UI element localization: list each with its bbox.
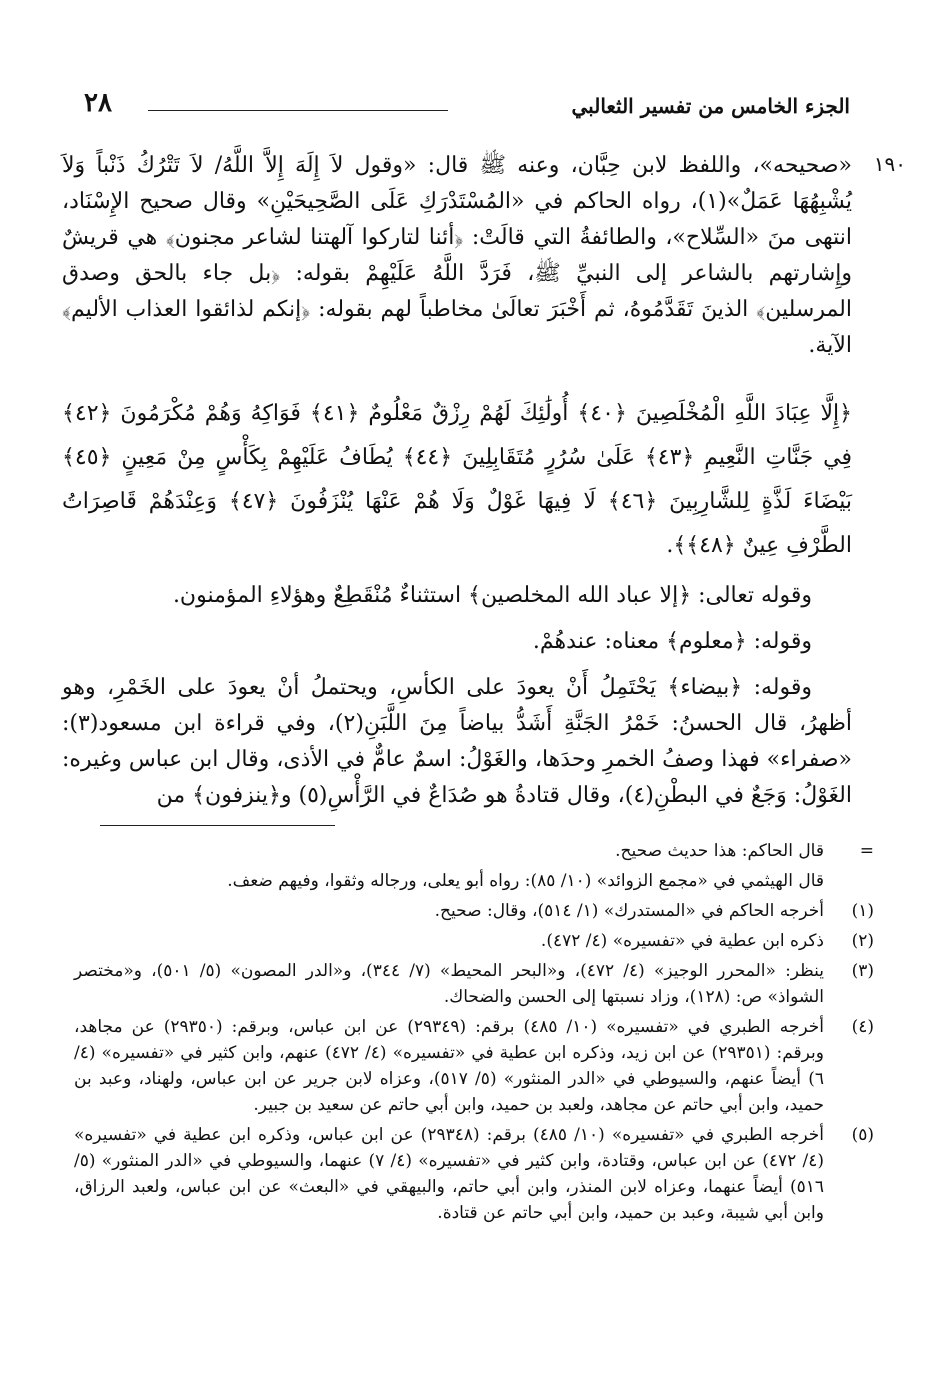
footnote-mark: (٣) — [851, 961, 874, 981]
running-title: الجزء الخامس من تفسير الثعالبي — [571, 94, 850, 118]
footnote-mark: (١) — [851, 901, 874, 921]
commentary-paragraph: وقوله تعالى: ﴿إلا عباد الله المخلصين﴾ استثناءٌ مُنْقَطِعٌ وهؤلاءِ المؤمنون. — [172, 583, 812, 608]
footnote-3 — [74, 958, 874, 1010]
footnote-mark: = — [859, 841, 874, 861]
main-paragraph: «صحيحه»، واللفظ لابن حِبَّان، وعنه ﷺ قال: «وقول لاَ إِلَهَ إِلاَّ اللَّهُ/ لاَ تَتْرُكُ ذَنْباً وَلاَ يُشْبِهُهَا عَمَلٌ»(١)، رواه الحاكم في «المُسْتَدْرَكِ عَلَى الصَّحِيحَيْنِ» وقال صحيح الإِسْنَاد، انتهى منَ «السِّلاح»، والطائفةُ التي قالَتْ: ﴿أئنا لتاركوا آلهتنا لشاعر مجنون﴾ هي قريشٌ وإِشارتهم بالشاعر إلى النبيِّ ﷺ، فَرَدَّ اللَّهُ عَلَيْهِمْ بقوله: ﴿بل جاء بالحق وصدق المرسلين﴾ الذينَ تَقَدَّمُوهُ، ثم أَخْبَرَ تعالَىٰ مخاطباً لهم بقوله: ﴿إنكم لذائقوا العذاب الأليم﴾ الآية. — [62, 153, 852, 358]
main-text — [62, 148, 852, 374]
footnote-4 — [74, 1014, 874, 1118]
footnote-text: ذكره ابن عطية في «تفسيره» (٤/ ٤٧٢). — [540, 931, 824, 951]
footnote-continuation — [74, 868, 874, 894]
footnote-text: ينظر: «المحرر الوجيز» (٤/ ٤٧٢)، و«البحر المحيط» (٧/ ٣٤٤)، و«الدر المصون» (٥/ ٥٠١)، و«مختصر الشواذ» ص: (١٢٨)، وزاد نسبتها إلى الحسن والضحاك. — [74, 961, 824, 1007]
page-header — [70, 88, 890, 128]
commentary-paragraph: وقوله: ﴿بيضاء﴾ يَحْتَمِلُ أَنْ يعودَ على الكأسِ، ويحتملُ أنْ يعودَ على الخَمْرِ، وهو أظهرُ، قال الحسنُ: خَمْرُ الجَنَّةِ أَشَدُّ بياضاً مِنَ اللَّبَنِ(٢)، وفي قراءة ابن مسعود(٣): «صفراء» فهذا وصفُ الخمرِ وحدَها، والغَوْلُ: اسمٌ عامٌّ في الأذى، وقال ابن عباس وغيره: الغَوْلُ: وَجَعٌ في البطْنِ(٤)، وقال قتادةُ هو صُدَاعٌ في الرَّأْسِ(٥) و﴿ينزفون﴾ من — [62, 675, 853, 808]
commentary-paragraph: وقوله: ﴿معلوم﴾ معناه: عندهُمْ. — [532, 629, 812, 654]
footnote-rule — [100, 825, 335, 826]
footnote-text: أخرجه الطبري في «تفسيره» (١٠/ ٤٨٥) برقم: (٢٩٣٤٨) عن ابن عباس، وذكره ابن عطية في «تفسيره» (٤/ ٤٧٢) عن ابن عباس، وقتادة، وابن كثير في «تفسيره» (٤/ ٧) عنهما، والسيوطي في «الدر المنثور» (٥/ ٥١٦) أيضاً عنهما، وعزاه لابن المنذر، وابن أبي حاتم، والبيهقي في «البعث» عن ابن عباس، ولعبد الرزاق، وابن أبي شيبة، وعبد بن حميد، وابن أبي حاتم عن قتادة. — [74, 1125, 825, 1223]
header-rule — [148, 110, 448, 111]
quran-block: ﴿إِلَّا عِبَادَ اللَّهِ الْمُخْلَصِينَ ﴿٤٠﴾ أُولَٰئِكَ لَهُمْ رِزْقٌ مَعْلُومٌ ﴿٤١﴾ فَوَاكِهُ وَهُمْ مُكْرَمُونَ ﴿٤٢﴾ فِي جَنَّاتِ النَّعِيمِ ﴿٤٣﴾ عَلَىٰ سُرُرٍ مُتَقَابِلِينَ ﴿٤٤﴾ يُطَافُ عَلَيْهِمْ بِكَأْسٍ مِنْ مَعِينٍ ﴿٤٥﴾ بَيْضَاءَ لَذَّةٍ لِلشَّارِبِينَ ﴿٤٦﴾ لَا فِيهَا غَوْلٌ وَلَا هُمْ عَنْهَا يُنْزَفُونَ ﴿٤٧﴾ وَعِنْدَهُمْ قَاصِرَاتُ الطَّرْفِ عِينٌ ﴿٤٨﴾﴾. — [62, 401, 853, 558]
footnote-mark: (٥) — [851, 1125, 874, 1145]
footnote-mark: (٢) — [851, 931, 874, 951]
footnote-5 — [74, 1122, 874, 1226]
quran-verses — [62, 392, 852, 814]
footnote-1 — [74, 898, 874, 924]
footnotes — [74, 838, 874, 1230]
page-number: ٢٨ — [84, 88, 112, 118]
margin-marker: ١٩٠ — [873, 152, 906, 176]
footnote-mark — [824, 868, 874, 894]
footnote-text: قال الهيثمي في «مجمع الزوائد» (١٠/ ٨٥): رواه أبو يعلى، ورجاله وثقوا، وفيهم ضعف. — [227, 871, 824, 891]
footnote-continuation — [74, 838, 874, 864]
footnote-text: قال الحاكم: هذا حديث صحيح. — [615, 841, 824, 861]
footnote-text: أخرجه الطبري في «تفسيره» (١٠/ ٤٨٥) برقم: (٢٩٣٤٩) عن ابن عباس، وبرقم: (٢٩٣٥٠) عن مجاهد، وبرقم: (٢٩٣٥١) عن ابن زيد، وذكره ابن عطية في «تفسيره» (٤/ ٤٧٢) عنهم، وابن كثير في «تفسيره» (٤/ ٦) أيضاً عنهم، والسيوطي في «الدر المنثور» (٥/ ٥١٧)، وعزاه لابن جرير عن ابن عباس، ولهناد، وعبد بن حميد، وابن أبي حاتم عن مجاهد، ولعبد بن حميد، وابن أبي حاتم عن سعيد بن جبير. — [74, 1017, 825, 1115]
footnote-mark: (٤) — [851, 1017, 874, 1037]
footnote-2 — [74, 928, 874, 954]
footnote-text: أخرجه الحاكم في «المستدرك» (١/ ٥١٤)، وقال: صحيح. — [434, 901, 824, 921]
